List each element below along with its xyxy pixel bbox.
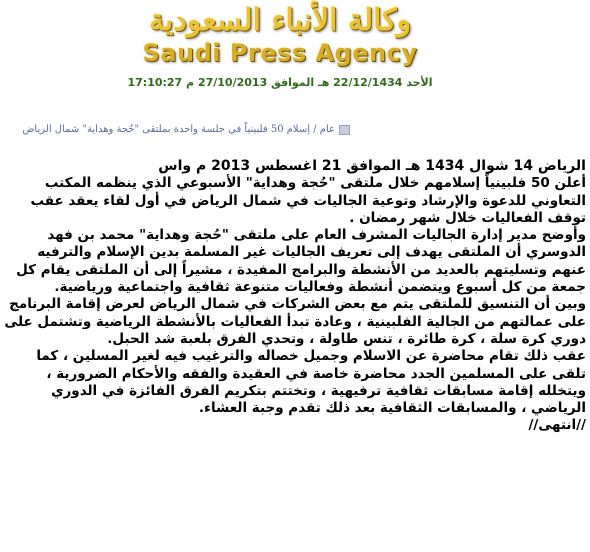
article-paragraph: وبين أن التنسيق للملتقى يتم مع بعض الشركات في شمال الرياض لعرض إقامة البرنامج على عمالتهم من الجالية الفلبينية ، وعادة تبدأ الفعاليات بالأنشطة الرياضية وتشتمل على دوري كرة سلة ، كرة طائرة ، تنس طاولة ، وتحدي الفرق بلعبة شد الحبل. [4, 296, 586, 347]
agency-logo-english: Saudi Press Agency [142, 39, 418, 67]
breadcrumb[interactable] [22, 122, 350, 138]
article-paragraph: عقب ذلك تقام محاضرة عن الاسلام وجميل خصاله والترغيب فيه لغير المسلين ، كما تلقى على المسلمين الجدد محاضرة خاصة في العقيدة والفقه والأحكام الضرورية ، ويتخلله إقامة مسابقات ثقافية ترفيهية ، وتختتم بتكريم الفرق الفائزة في الدوري الرياضي ، والمسابقات الثقافية بعد ذلك تقدم وجبة العشاء. [36, 348, 586, 417]
category-icon [339, 125, 350, 135]
article-paragraph: أعلن 50 فلبينياً إسلامهم خلال ملتقى "حُجة وهداية" الأسبوعي الذي ينظمه المكتب التعاوني للدعوة والإرشاد وتوعية الجاليات في شمال الرياض في أول لقاء يعقد عقب توقف الفعاليات خلال شهر رمضان . [30, 175, 586, 226]
page-header [0, 0, 590, 100]
article-paragraph: وأوضح مدير إدارة الجاليات المشرف العام على ملتقى "حُجة وهداية" محمد بن فهد الدوسري أن الملتقى يهدف إلى تعريف الجاليات غير المسلمة بدين الإسلام والترفيه عنهم وتسليتهم بالعديد من الأنشطة والبرامج المفيدة ، مشيراً إلى أن الملتقى يقام كل جمعة من كل أسبوع ويتضمن أنشطة وفعاليات متنوعة ثقافية واجتماعية ورياضية. [16, 227, 586, 296]
article-body [4, 158, 586, 435]
article-end-mark: //انتهى// [528, 417, 586, 434]
dateline: الأحد 22/12/1434 هـ الموافق 27/10/2013 م 17:10:27 [127, 76, 433, 89]
breadcrumb-text[interactable]: عام / إسلام 50 فلبينياً في جلسة واحدة بملتقى "حُجة وهداية" شمال الرياض [22, 124, 335, 135]
agency-logo-arabic: وكالة الأنباء السعودية [148, 3, 412, 38]
article-dateline: الرياض 14 شوال 1434 هـ الموافق 21 اغسطس 2013 م واس [158, 158, 586, 174]
